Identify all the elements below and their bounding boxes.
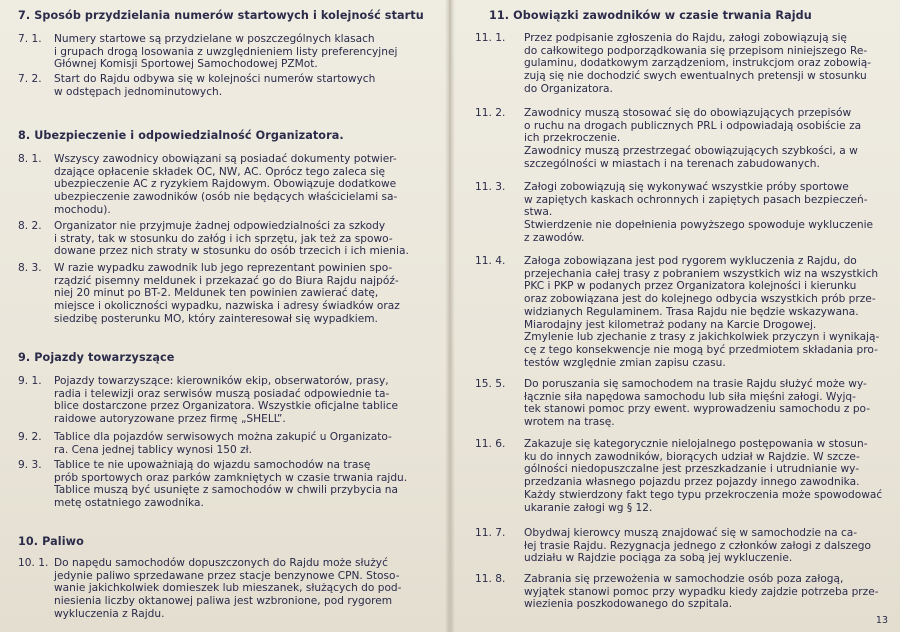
clause-11-4 bbox=[475, 255, 887, 369]
clause-8-3 bbox=[18, 262, 428, 326]
clause-text: Zawodnicy muszą stosować się do obowiązujących przepisów o ruchu na drogach publicznych PRL i odpowiadają osobiście za ich przekroczenie. Zawodnicy muszą przestrzegać obowiązujących szybkości, a w szczególności w miastach i na terenach zabudowanych. bbox=[524, 107, 862, 170]
section-8-title: 8. Ubezpieczenie i odpowiedzialność Organizatora. bbox=[18, 129, 344, 142]
right-page bbox=[451, 0, 900, 632]
page-number: 13 bbox=[875, 615, 888, 626]
clause-text: Do poruszania się samochodem na trasie Rajdu służyć może wy- łącznie siła napędowa samochodu lub siła mięśni załogi. Wyjq- tek stanowi pomoc przy ewent. wyprowadzeniu samochodu z po- wrotem na trasę. bbox=[524, 378, 871, 429]
clause-text: Do napędu samochodów dopuszczonych do Rajdu może służyć jedynie paliwo sprzedawane przez stacje benzynowe CPN. Stoso- wanie jakichkolwiek domieszek lub mieszanek, służących do pod- niesienia liczby oktanowej paliwa jest wzbronione, pod rygorem wykluczenia z Rajdu. bbox=[54, 557, 402, 620]
clause-text: Przez podpisanie zgłoszenia do Rajdu, załogi zobowiązują się do całkowitego podporządkowania się przepisom niniejszego Re- gulaminu, dodatkowym zarządzeniom, instrukcjom oraz zobowią- zują się nie dochodzić swych ewentualnych pretensji w stosunku do Organizatora. bbox=[524, 32, 872, 95]
clause-11-5 bbox=[475, 378, 887, 429]
clause-text: Załogi zobowiązują się wykonywać wszystkie próby sportowe w zapiętych kaskach ochronnych i zapiętych pasach bezpieczeń- stwa. Stwierdzenie nie dopełnienia powyższego spowoduje wykluczenie z zawodów. bbox=[524, 181, 874, 244]
section-10-title: 10. Paliwo bbox=[18, 535, 84, 548]
clause-number: 11. 4. bbox=[475, 255, 506, 267]
clause-text: Pojazdy towarzyszące: kierowników ekip, obserwatorów, prasy, radia i telewizji oraz serwisów muszą posiadać odpowiednie ta- blice dostarczone przez Organizatora. Wszystkie oficjalne tablice raidowe autoryzowane przez firmę „SHELL”. bbox=[54, 375, 399, 426]
clause-text: Zakazuje się kategorycznie nielojalnego postępowania w stosun- ku do innych zawodników, biorących udział w Rajdzie. W szcze- gólności niedopuszczalne jest przeszkadzanie i utrudnianie wy- przedzania własnego pojazdu przez pojazdy innego zawodnika. Każdy stwierdzony fakt tego typu przekroczenia może spowodować ukaranie załogi wg § 12. bbox=[524, 438, 883, 514]
clause-10-1 bbox=[18, 557, 428, 621]
clause-number: 9. 3. bbox=[18, 459, 42, 471]
clause-number: 11. 2. bbox=[475, 107, 506, 119]
clause-9-1 bbox=[18, 375, 428, 426]
clause-number: 15. 5. bbox=[475, 378, 506, 390]
clause-number: 7. 1. bbox=[18, 33, 42, 45]
clause-number: 7. 2. bbox=[18, 73, 42, 85]
clause-number: 11. 1. bbox=[475, 32, 506, 44]
clause-7-1 bbox=[18, 33, 428, 71]
clause-text: Organizator nie przyjmuje żadnej odpowiedzialności za szkody i straty, tak w stosunku do załóg i ich sprzętu, jak też za spowo- dowane przez nich straty w stosunku do osób trzecich i ich mienia. bbox=[54, 220, 409, 258]
clause-text: Start do Rajdu odbywa się w kolejności numerów startowych w odstępach jednominutowych. bbox=[54, 73, 376, 98]
clause-number: 8. 2. bbox=[18, 220, 42, 232]
section-7-title: 7. Sposób przydzielania numerów startowych i kolejność startu bbox=[18, 9, 424, 22]
clause-11-3 bbox=[475, 181, 887, 245]
clause-number: 11. 8. bbox=[475, 573, 506, 585]
clause-8-2 bbox=[18, 220, 428, 258]
clause-text: Załoga zobowiązana jest pod rygorem wykluczenia z Rajdu, do przejechania całej trasy z pobraniem wszystkich wiz na wszystkich PKC i PKP w podanych przez Organizatora kolejności i kierunku oraz zobowiązana jest do kolejnego odbycia wszystkich prób prze- widzianych Regulaminem. Trasa Rajdu nie będzie wskazywana. Miarodajny jest kilometraż podany na Karcie Drogowej. Zmylenie lub zjechanie z trasy z jakichkolwiek przyczyn i wynikają- cę z tego konsekwencje nie mogą być przedmiotem składania pro- testów względnie zmian zapisu czasu. bbox=[524, 255, 880, 369]
clause-7-2 bbox=[18, 73, 428, 98]
left-page bbox=[0, 0, 449, 632]
clause-number: 11. 7. bbox=[475, 527, 506, 539]
clause-11-6 bbox=[475, 438, 887, 514]
clause-number: 8. 1. bbox=[18, 153, 42, 165]
clause-number: 9. 1. bbox=[18, 375, 42, 387]
clause-text: Zabrania się przewożenia w samochodzie osób poza załogą, wyjątek stanowi pomoc przy wypadku kiedy zajdzie potrzeba prze- wiezienia poszkodowanego do szpitala. bbox=[524, 573, 879, 611]
clause-number: 8. 3. bbox=[18, 262, 42, 274]
clause-text: W razie wypadku zawodnik lub jego reprezentant powinien spo- rządzić pisemny meldunek i przekazać go do Biura Rajdu najpóź- niej 20 minut po BT-2. Meldunek ten powinien zawierać datę, miejsce i okoliczności wypadku, nazwiska i adresy świadków oraz siedzibę posterunku MO, który zainteresował się wypadkiem. bbox=[54, 262, 400, 325]
section-11-title: 11. Obowiązki zawodników w czasie trwania Rajdu bbox=[489, 9, 812, 22]
clause-text: Tablice dla pojazdów serwisowych można zakupić u Organizato- ra. Cena jednej tablicy wynosi 150 zł. bbox=[54, 431, 392, 456]
clause-text: Obydwaj kierowcy muszą znajdować się w samochodzie na ca- łej trasie Rajdu. Rezygnacja jednego z członków załogi z dalszego udziału w Rajdzie pociąga za sobą jej wykluczenie. bbox=[524, 527, 871, 565]
clause-number: 9. 2. bbox=[18, 431, 42, 443]
clause-9-3 bbox=[18, 459, 428, 510]
clause-text: Tablice te nie upoważniają do wjazdu samochodów na trasę prób sportowych oraz parków zamkniętych w czasie trwania rajdu. Tablice muszą być usunięte z samochodów w chwili przybycia na metę ostatniego zawodnika. bbox=[54, 459, 408, 510]
clause-11-2 bbox=[475, 107, 887, 171]
clause-number: 10. 1. bbox=[18, 557, 49, 569]
clause-9-2 bbox=[18, 431, 428, 456]
clause-text: Numery startowe są przydzielane w poszczególnych klasach i grupach drogą losowania z uwzględnieniem listy preferencyjnej Głównej Komisji Sportowej Samochodowej PZMot. bbox=[54, 33, 398, 71]
book-gutter bbox=[445, 0, 455, 632]
clause-11-1 bbox=[475, 32, 887, 96]
clause-number: 11. 3. bbox=[475, 181, 506, 193]
clause-8-1 bbox=[18, 153, 428, 217]
clause-11-8 bbox=[475, 573, 887, 611]
clause-11-7 bbox=[475, 527, 887, 565]
clause-number: 11. 6. bbox=[475, 438, 506, 450]
section-9-title: 9. Pojazdy towarzyszące bbox=[18, 351, 175, 364]
clause-text: Wszyscy zawodnicy obowiązani są posiadać dokumenty potwier- dzające opłacenie składek OC, NW, AC. Oprócz tego zaleca się ubezpieczenie AC z ryzykiem Rajdowym. Obowiązuje dodatkowe ubezpieczenie zawodników (osób nie będących właścicielami sa- mochodu). bbox=[54, 153, 398, 216]
